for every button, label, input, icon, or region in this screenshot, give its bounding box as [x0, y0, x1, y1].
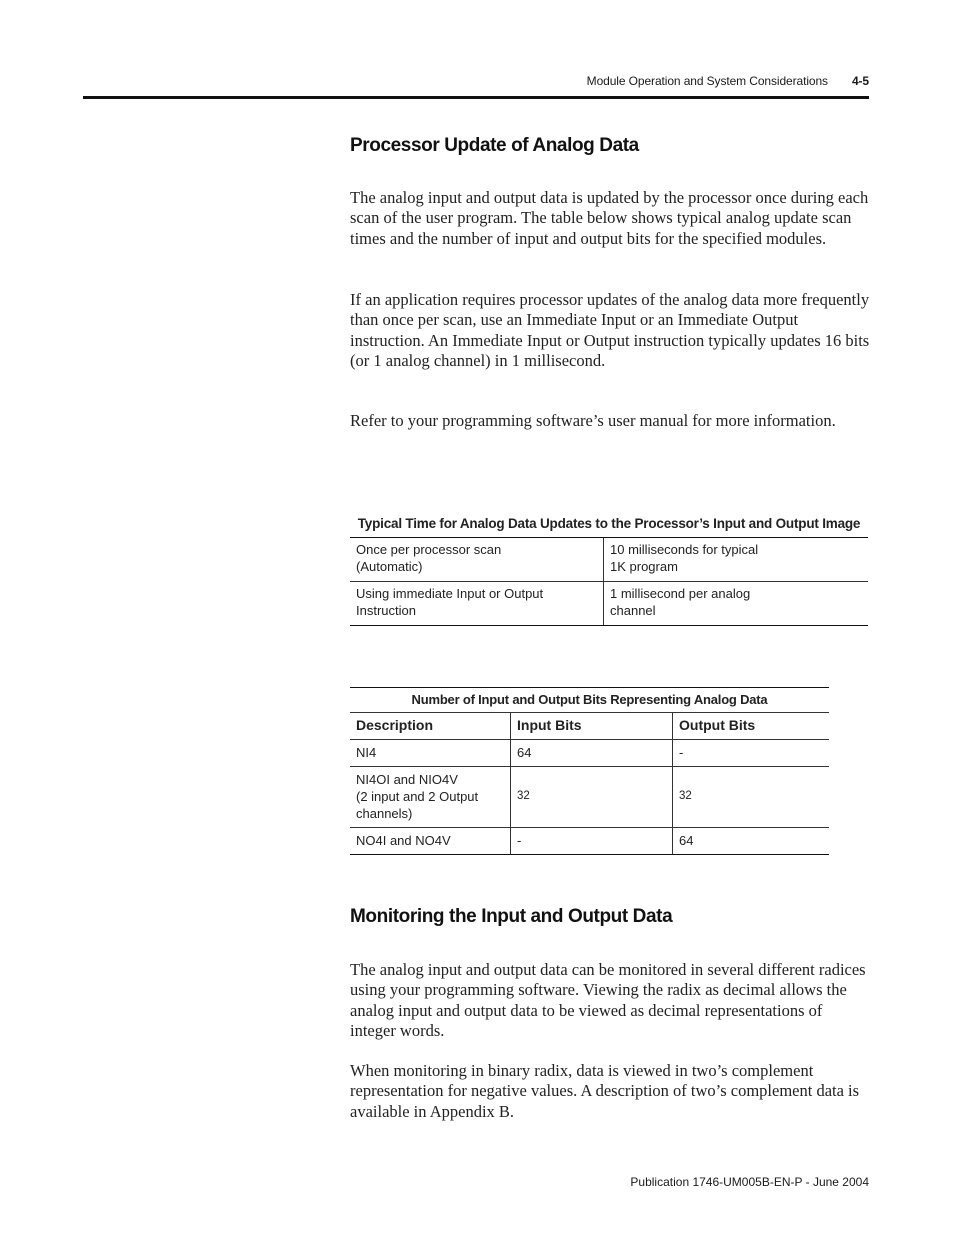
header-rule [83, 96, 869, 99]
table-caption: Typical Time for Analog Data Updates to the Processor’s Input and Output Image [350, 510, 868, 538]
table-cell: - [511, 828, 673, 855]
cell-text: Using immediate Input or Output [356, 586, 544, 601]
column-header-output-bits: Output Bits [673, 713, 830, 740]
paragraph: When monitoring in binary radix, data is viewed in two’s complement representation for negative values. A description of two’s complement data is available in Appendix B. [350, 1061, 860, 1121]
cell-text: 1 millisecond per analog [610, 586, 751, 601]
table-cell [350, 582, 604, 626]
cell-text: (2 input and 2 Output [356, 789, 479, 804]
cell-text: NI4OI and NIO4V [356, 772, 458, 787]
table-cell [604, 538, 869, 582]
table-row [350, 538, 868, 582]
paragraph: The analog input and output data is updated by the processor once during each scan of the user program. The table below shows typical analog update scan times and the number of input and output bits for the specified modules. [350, 188, 869, 248]
cell-text: (Automatic) [356, 559, 423, 574]
section-heading-monitoring: Monitoring the Input and Output Data [350, 906, 673, 927]
table-header-row [350, 713, 829, 740]
cell-text: channels) [356, 806, 413, 821]
table-caption: Number of Input and Output Bits Representing Analog Data [350, 688, 829, 713]
table-cell: 32 [511, 767, 673, 828]
paragraph: Refer to your programming software’s user manual for more information. [350, 411, 836, 430]
cell-text: Once per processor scan [356, 542, 502, 557]
table-cell: NO4I and NO4V [350, 828, 511, 855]
cell-text: channel [610, 603, 656, 618]
io-bits-table [350, 687, 829, 855]
section-heading-processor-update: Processor Update of Analog Data [350, 135, 639, 156]
table-row [350, 828, 829, 855]
table-cell: - [673, 740, 830, 767]
chapter-title: Module Operation and System Considerations [586, 74, 828, 88]
table-row [350, 767, 829, 828]
table-row [350, 582, 868, 626]
table-row [350, 740, 829, 767]
paragraph: The analog input and output data can be monitored in several different radices using your programming software. Viewing the radix as decimal allows the analog input and output data to be viewed as decimal representations of integer words. [350, 960, 866, 1041]
cell-text: Instruction [356, 603, 416, 618]
update-time-table [350, 510, 868, 626]
publication-footer: Publication 1746-UM005B-EN-P - June 2004 [630, 1175, 869, 1189]
table-cell: NI4 [350, 740, 511, 767]
page-number: 4-5 [851, 74, 869, 88]
table-cell [604, 582, 869, 626]
cell-text: 10 milliseconds for typical [610, 542, 759, 557]
table-cell [350, 767, 511, 828]
paragraph: If an application requires processor updates of the analog data more frequently than once per scan, use an Immediate Input or an Immediate Output instruction. An Immediate Input or Output instruction typically updates 16 bits (or 1 analog channel) in 1 millisecond. [350, 290, 870, 371]
column-header-description: Description [350, 713, 511, 740]
running-header [587, 74, 869, 88]
table-cell [350, 538, 604, 582]
column-header-input-bits: Input Bits [511, 713, 673, 740]
table-cell: 64 [673, 828, 830, 855]
table-cell: 64 [511, 740, 673, 767]
table-cell: 32 [673, 767, 830, 828]
cell-text: 1K program [610, 559, 678, 574]
